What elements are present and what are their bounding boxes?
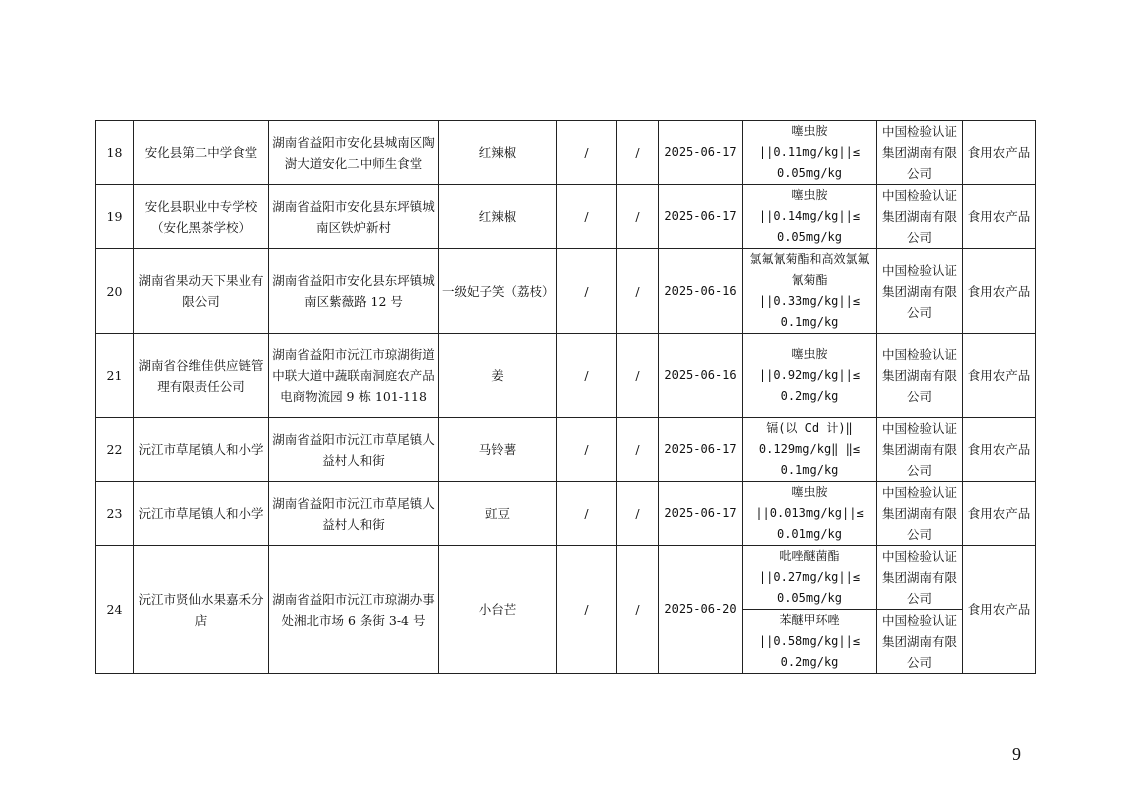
inspection-agency: 中国检验认证集团湖南有限公司 [877, 546, 963, 610]
item-standard: 0.05mg/kg [776, 166, 843, 180]
inspection-agency: 中国检验认证集团湖南有限公司 [877, 610, 963, 674]
table-row [96, 185, 1036, 249]
food-category: 食用农产品 [963, 249, 1036, 334]
row-number: 23 [96, 482, 134, 546]
item-standard: 0.05mg/kg [776, 230, 843, 244]
item-standard: 0.1mg/kg [780, 463, 839, 477]
row-number: 20 [96, 249, 134, 334]
company-name: 沅江市草尾镇人和小学 [134, 482, 269, 546]
trademark: / [617, 249, 659, 334]
food-category: 食用农产品 [963, 334, 1036, 418]
trademark: / [617, 418, 659, 482]
company-name: 湖南省谷维佳供应链管理有限责任公司 [134, 334, 269, 418]
item-standard: 0.2mg/kg [780, 655, 839, 669]
production-date: 2025-06-17 [659, 418, 743, 482]
row-number: 18 [96, 121, 134, 185]
inspection-agency: 中国检验认证集团湖南有限公司 [877, 249, 963, 334]
product-spec: / [557, 185, 617, 249]
company-name: 湖南省果动天下果业有限公司 [134, 249, 269, 334]
item-result: ||0.27mg/kg||≤ [758, 570, 861, 584]
item-result: ||0.11mg/kg||≤ [758, 145, 861, 159]
company-name: 沅江市草尾镇人和小学 [134, 418, 269, 482]
inspection-agency: 中国检验认证集团湖南有限公司 [877, 482, 963, 546]
failed-item [743, 121, 877, 185]
inspection-agency: 中国检验认证集团湖南有限公司 [877, 185, 963, 249]
item-name: 噻虫胺 [791, 347, 828, 361]
item-result: 0.129mg/kg‖ ‖≤ [758, 442, 861, 456]
item-name: 噻虫胺 [791, 485, 828, 499]
product-name: 红辣椒 [439, 121, 557, 185]
company-address: 湖南省益阳市安化县东坪镇城南区紫薇路 12 号 [269, 249, 439, 334]
item-name: 噻虫胺 [791, 124, 828, 138]
company-address: 湖南省益阳市沅江市草尾镇人益村人和街 [269, 418, 439, 482]
inspection-agency: 中国检验认证集团湖南有限公司 [877, 121, 963, 185]
food-category: 食用农产品 [963, 121, 1036, 185]
failed-item [743, 418, 877, 482]
row-number: 24 [96, 546, 134, 674]
inspection-agency: 中国检验认证集团湖南有限公司 [877, 418, 963, 482]
page-number: 9 [1012, 744, 1021, 764]
product-name: 豇豆 [439, 482, 557, 546]
row-number: 22 [96, 418, 134, 482]
company-address: 湖南省益阳市沅江市琼湖办事处湘北市场 6 条街 3-4 号 [269, 546, 439, 674]
item-name: 氯氟氰菊酯和高效氯氟氰菊酯 [749, 252, 870, 287]
item-name: 苯醚甲环唑 [779, 613, 840, 627]
item-name: 吡唑醚菌酯 [779, 549, 840, 563]
company-name: 沅江市贤仙水果嘉禾分店 [134, 546, 269, 674]
table-row [96, 334, 1036, 418]
table-row [96, 482, 1036, 546]
product-spec: / [557, 334, 617, 418]
company-name: 安化县职业中专学校（安化黑茶学校） [134, 185, 269, 249]
item-standard: 0.2mg/kg [780, 389, 839, 403]
product-spec: / [557, 121, 617, 185]
food-category: 食用农产品 [963, 418, 1036, 482]
table-row [96, 418, 1036, 482]
item-result: ||0.013mg/kg||≤ [755, 506, 864, 520]
production-date: 2025-06-17 [659, 121, 743, 185]
table-row [96, 546, 1036, 610]
failed-item [743, 185, 877, 249]
company-address: 湖南省益阳市安化县城南区陶澍大道安化二中师生食堂 [269, 121, 439, 185]
table-body [96, 121, 1036, 674]
company-address: 湖南省益阳市沅江市琼湖街道中联大道中蔬联南洞庭农产品电商物流园 9 栋 101-118 [269, 334, 439, 418]
item-name: 镉(以 Cd 计)‖ [766, 421, 853, 435]
failed-item [743, 610, 877, 674]
food-category: 食用农产品 [963, 546, 1036, 674]
inspection-results-table [95, 120, 1036, 674]
trademark: / [617, 121, 659, 185]
production-date: 2025-06-16 [659, 334, 743, 418]
row-number: 21 [96, 334, 134, 418]
item-standard: 0.01mg/kg [776, 527, 843, 541]
failed-item [743, 334, 877, 418]
failed-item [743, 482, 877, 546]
inspection-agency: 中国检验认证集团湖南有限公司 [877, 334, 963, 418]
production-date: 2025-06-17 [659, 185, 743, 249]
company-address: 湖南省益阳市沅江市草尾镇人益村人和街 [269, 482, 439, 546]
production-date: 2025-06-20 [659, 546, 743, 674]
company-name: 安化县第二中学食堂 [134, 121, 269, 185]
product-name: 姜 [439, 334, 557, 418]
item-result: ||0.14mg/kg||≤ [758, 209, 861, 223]
food-category: 食用农产品 [963, 185, 1036, 249]
trademark: / [617, 334, 659, 418]
product-spec: / [557, 546, 617, 674]
production-date: 2025-06-16 [659, 249, 743, 334]
row-number: 19 [96, 185, 134, 249]
trademark: / [617, 185, 659, 249]
item-name: 噻虫胺 [791, 188, 828, 202]
company-address: 湖南省益阳市安化县东坪镇城南区铁炉新村 [269, 185, 439, 249]
product-spec: / [557, 249, 617, 334]
product-name: 红辣椒 [439, 185, 557, 249]
product-name: 一级妃子笑（荔枝） [439, 249, 557, 334]
production-date: 2025-06-17 [659, 482, 743, 546]
food-category: 食用农产品 [963, 482, 1036, 546]
table-row [96, 249, 1036, 334]
failed-item [743, 546, 877, 610]
trademark: / [617, 482, 659, 546]
product-name: 马铃薯 [439, 418, 557, 482]
item-result: ||0.33mg/kg||≤ [758, 294, 861, 308]
product-name: 小台芒 [439, 546, 557, 674]
item-standard: 0.1mg/kg [780, 315, 839, 329]
product-spec: / [557, 418, 617, 482]
failed-item [743, 249, 877, 334]
item-result: ||0.58mg/kg||≤ [758, 634, 861, 648]
item-standard: 0.05mg/kg [776, 591, 843, 605]
table-row [96, 121, 1036, 185]
item-result: ||0.92mg/kg||≤ [758, 368, 861, 382]
product-spec: / [557, 482, 617, 546]
trademark: / [617, 546, 659, 674]
